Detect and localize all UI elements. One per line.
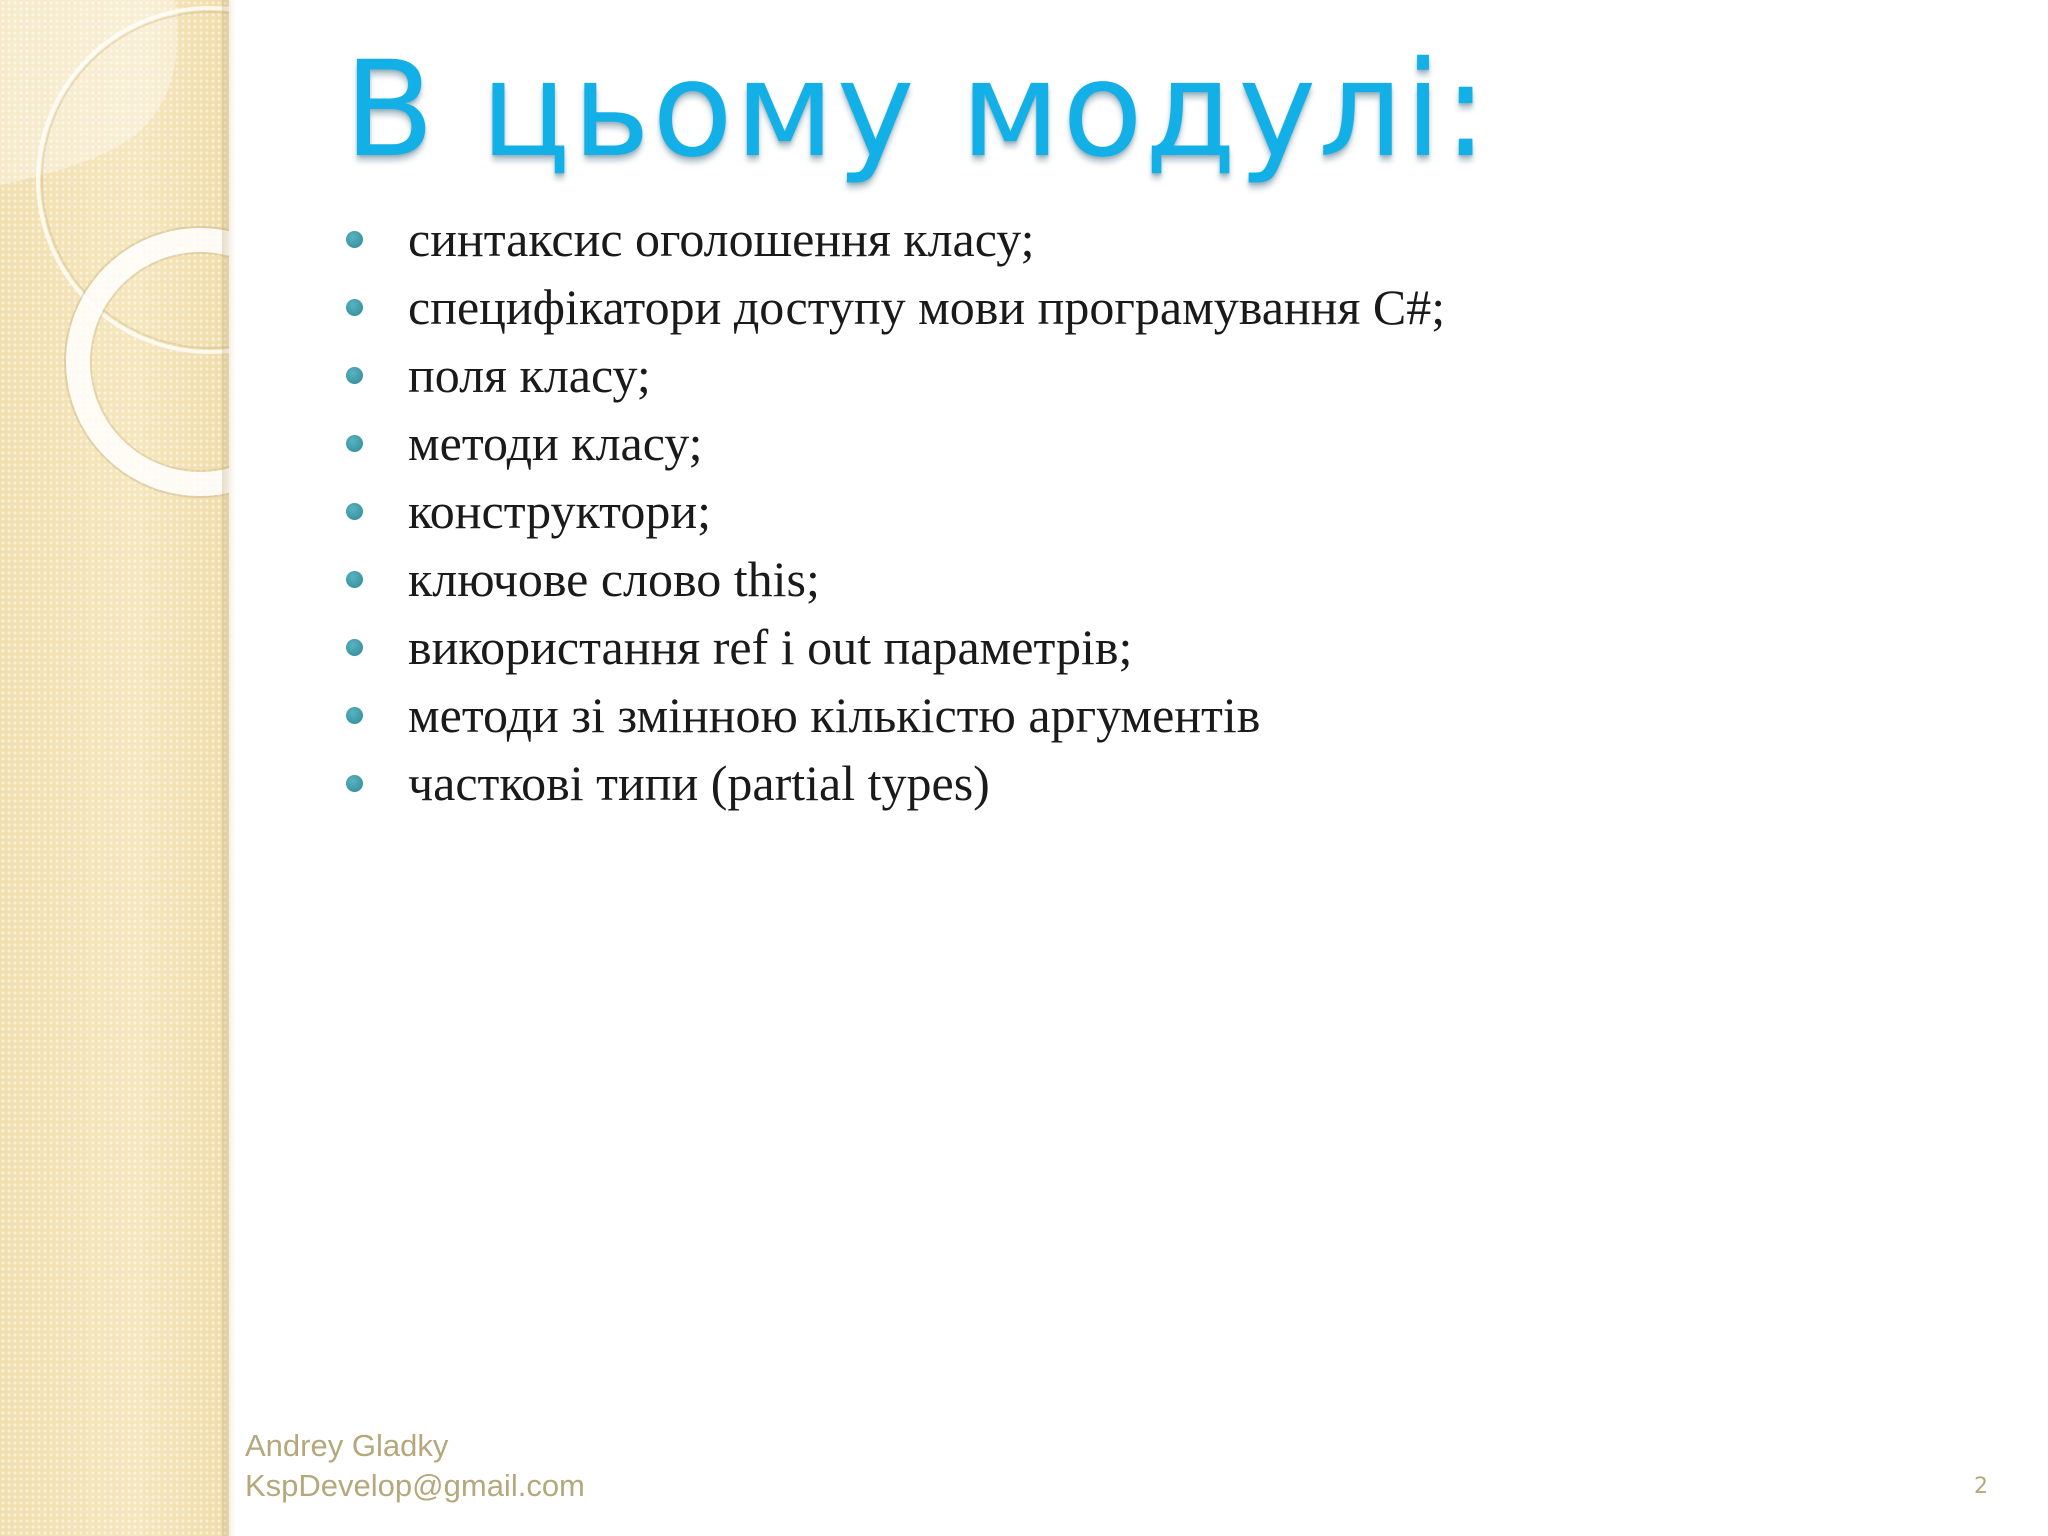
list-item — [344, 205, 1445, 273]
list-item — [344, 545, 1445, 613]
bullet-icon — [346, 231, 363, 248]
page-number: 2 — [1974, 1474, 1988, 1499]
list-item — [344, 749, 1445, 817]
list-item — [344, 341, 1445, 409]
list-item — [344, 477, 1445, 545]
footer-email: KspDevelop@gmail.com — [245, 1468, 585, 1503]
bullet-list — [344, 205, 1445, 817]
decorative-side-panel — [0, 0, 229, 1536]
bullet-icon — [346, 299, 363, 316]
bullet-icon — [346, 503, 363, 520]
decorative-circles — [0, 0, 229, 520]
footer-author: Andrey Gladky — [245, 1428, 449, 1463]
bullet-icon — [346, 571, 363, 588]
list-item — [344, 273, 1445, 341]
bullet-icon — [346, 707, 363, 724]
slide-title: В цьому модулі: — [344, 33, 1490, 187]
bullet-icon — [346, 367, 363, 384]
footer — [245, 1426, 585, 1506]
list-item-text: специфікатори доступу мови програмування C#; — [408, 279, 1446, 335]
list-item-text: конструктори; — [408, 483, 711, 539]
bullet-icon — [346, 435, 363, 452]
list-item-text: ключове слово this; — [408, 551, 820, 607]
list-item-text: використання ref і out параметрів; — [408, 619, 1133, 675]
side-panel-shadow — [222, 0, 236, 1536]
list-item — [344, 613, 1445, 681]
list-item — [344, 681, 1445, 749]
list-item-text: методи зі змінною кількістю аргументів — [408, 687, 1261, 743]
list-item-text: часткові типи (partial types) — [408, 755, 990, 811]
bullet-icon — [346, 775, 363, 792]
list-item-text: методи класу; — [408, 415, 703, 471]
list-item — [344, 409, 1445, 477]
bullet-icon — [346, 639, 363, 656]
list-item-text: поля класу; — [408, 347, 651, 403]
list-item-text: синтаксис оголошення класу; — [408, 211, 1035, 267]
